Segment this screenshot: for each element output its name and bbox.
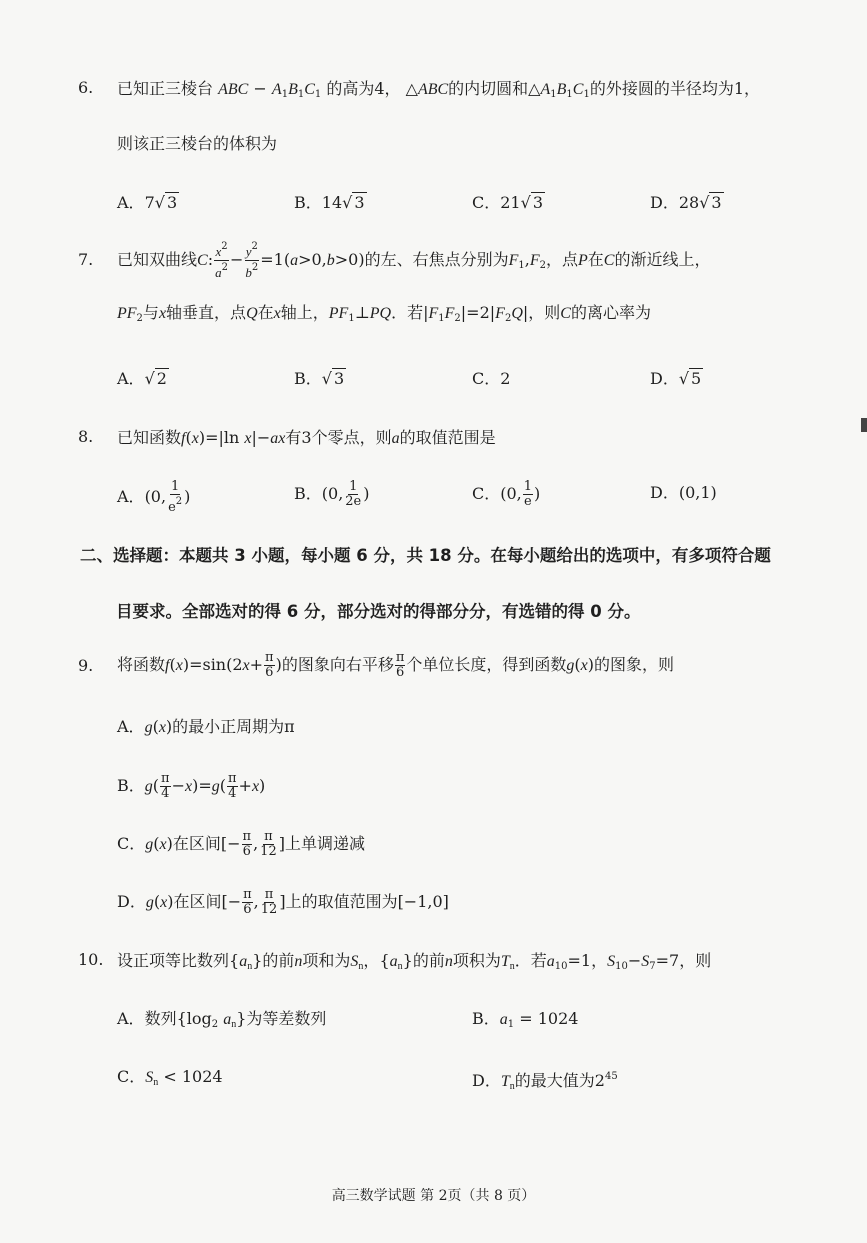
q7-option-c[interactable]: C．2 — [472, 369, 511, 388]
q6-option-a[interactable]: A．7√ 3 — [117, 193, 178, 212]
page-edge-mark — [861, 418, 867, 432]
q8-option-b[interactable]: B．(0, $\frac{1}{2e}$ ) — [294, 479, 370, 509]
question-9-line-1: 将函数f(x)=sin(2x+ $\frac{\pi}{6}$ )的图象向右平移 $\frac{\pi}{6}$ 个单位长度，得到函数g(x)的图象，则 — [117, 650, 675, 680]
question-number: 6. — [78, 78, 94, 97]
q6-option-b[interactable]: B．14√ 3 — [294, 193, 365, 212]
q8-option-c[interactable]: C．(0, $\frac{1}{e}$ ) — [472, 479, 541, 509]
section-heading-line-1: 二、选择题：本题共 3 小题，每小题 6 分，共 18 分。在每小题给出的选项中，有多项符合题 — [80, 546, 771, 565]
section-heading-line-2: 目要求。全部选对的得 6 分，部分选对的得部分分，有选错的得 0 分。 — [116, 602, 641, 621]
question-number: 8. — [78, 427, 94, 446]
question-8-line-1: 已知函数f(x)=|ln x|−ax有3个零点，则a的取值范围是 — [117, 428, 496, 447]
question-10-line-1: 设正项等比数列$\{a_n\}$的前n项和为$S_n$，$\{a_n\}$的前n项积为$T_n$．若$a_{10}=1$，$S_{10}-S_7=7$，则 — [117, 951, 712, 972]
question-number: 7. — [78, 250, 94, 269]
q9-option-b[interactable]: B．g( $\frac{\pi}{4}$ −x)=g( $\frac{\pi}{4}$ +x) — [117, 771, 266, 801]
q9-option-a[interactable]: A．g(x)的最小正周期为π — [117, 717, 295, 736]
page-footer: 高三数学试题 第 2页（共 8 页） — [331, 1188, 536, 1204]
q6-option-d[interactable]: D．28√ 3 — [650, 193, 722, 212]
q9-option-c[interactable]: C．g(x)在区间[− $\frac{\pi}{6}$ , $\frac{\pi}{12}$ ]上单调递减 — [117, 829, 365, 859]
question-number: 9. — [78, 656, 94, 675]
q7-option-d[interactable]: D．√ 5 — [650, 369, 702, 388]
question-6-line-2: 则该正三棱台的体积为 — [117, 134, 278, 153]
q10-option-c[interactable]: C．$S_n < 1024$ — [117, 1067, 223, 1088]
q10-option-d[interactable]: D．$T_n$的最大值为$2^{45}$ — [472, 1071, 618, 1092]
question-number: 10. — [78, 950, 104, 969]
q10-option-a[interactable]: A．数列{$\log_2$ $a_n$}为等差数列 — [117, 1009, 327, 1030]
question-6-line-1: 已知正三棱台 ABC − $A_1B_1C_1$ 的高为4， △ABC的内切圆和$\triangle A_1B_1C_1$的外接圆的半径均为1， — [117, 79, 761, 100]
question-7-line-1: 已知双曲线C: $\frac{x^2}{a^2}$ − $\frac{y^2}{b^2}$ =1(a>0,b>0)的左、右焦点分别为$F_1,F_2$，点P在C的渐近线上， — [117, 241, 711, 280]
q7-option-b[interactable]: B．√ 3 — [294, 369, 345, 388]
q7-option-a[interactable]: A．√ 2 — [117, 369, 167, 388]
q9-option-d[interactable]: D．g(x)在区间[− $\frac{\pi}{6}$ , $\frac{\pi}{12}$ ]上的取值范围为[−1,0] — [117, 887, 449, 917]
q6-option-c[interactable]: C．21√ 3 — [472, 193, 543, 212]
question-7-line-2: $PF_2$与x轴垂直，点Q在x轴上，$PF_1\perp PQ$．若$|F_1F_2|=2|F_2Q|$，则C的离心率为 — [117, 303, 651, 324]
q8-option-a[interactable]: A．(0, $\frac{1}{e^2}$ ) — [117, 479, 191, 515]
q8-option-d[interactable]: D．(0,1) — [650, 483, 717, 502]
q10-option-b[interactable]: B．$a_1 = 1024$ — [472, 1009, 579, 1030]
